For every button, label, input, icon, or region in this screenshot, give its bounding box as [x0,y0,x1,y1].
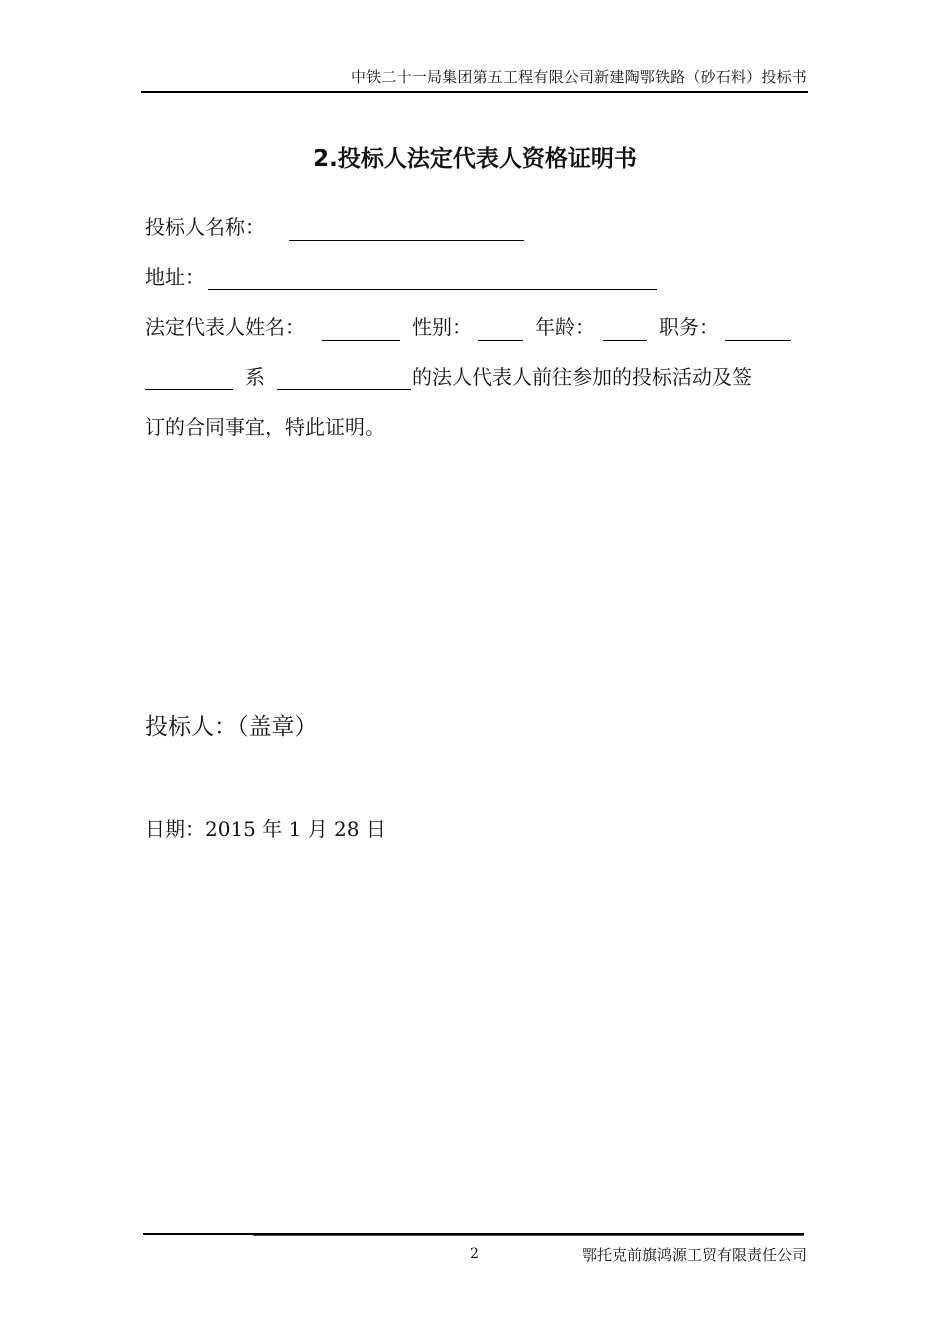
footer-company-name: 鄂托克前旗鸿源工贸有限责任公司 [581,1246,807,1264]
running-header: 中铁二十一局集团第五工程有限公司新建陶鄂铁路（砂石料）投标书 [350,68,807,86]
address-label: 地址： [145,265,205,289]
statement-text-line2: 订的合同事宜，特此证明。 [145,415,385,439]
page-title: 2.投标人法定代表人资格证明书 [313,146,637,172]
rep-name-label: 法定代表人姓名： [145,315,305,339]
bidder-name-label: 投标人名称： [145,215,265,239]
date-label: 日期：2015 年 1 月 28 日 [145,817,386,841]
age-blank [603,340,647,341]
relation-word: 系 [245,365,265,389]
age-label: 年龄： [535,315,595,339]
position-blank [725,340,791,341]
company-blank [277,389,411,390]
statement-text: 的法人代表人前往参加的投标活动及签 [412,365,752,389]
gender-blank [478,340,523,341]
gender-label: 性别： [412,315,472,339]
footer-divider-thin [253,1235,804,1236]
bidder-name-blank [289,240,524,241]
bidder-stamp-label: 投标人：（盖章） [145,714,318,740]
page-number: 2 [470,1246,479,1262]
rep-name-blank [322,340,400,341]
header-divider [141,91,808,93]
position-label: 职务： [659,315,719,339]
person-name-blank [145,389,233,390]
address-blank [208,289,657,290]
